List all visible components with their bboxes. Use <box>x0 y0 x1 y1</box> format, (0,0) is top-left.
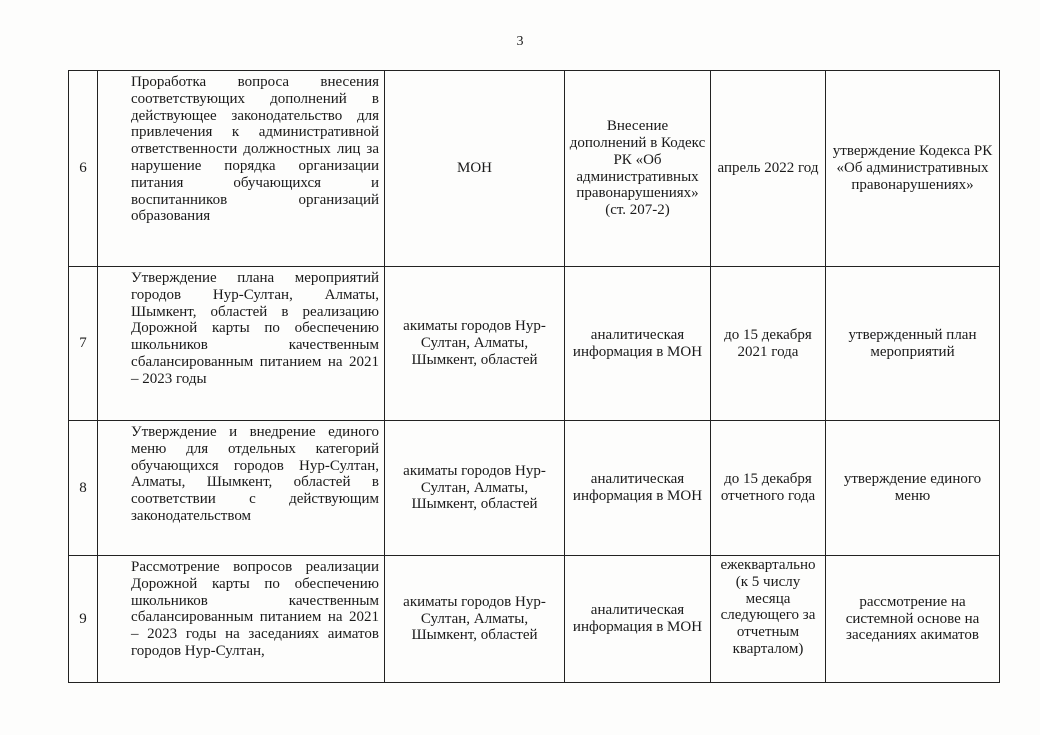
page-number: 3 <box>516 34 524 49</box>
responsible-executor: акиматы городов Нур-Султан, Алматы, Шымкент, областей <box>385 421 565 556</box>
task-description: Утверждение и внедрение единого меню для отдельных категорий обучающихся городов Нур-Султан, Алматы, Шымкент, областей в соответствии с действующим законодательством <box>98 421 385 556</box>
row-number: 7 <box>69 267 98 421</box>
expected-result: утверждение единого меню <box>826 421 1000 556</box>
deadline: апрель 2022 год <box>711 71 826 267</box>
completion-form: аналитическая информация в МОН <box>565 421 711 556</box>
responsible-executor: акиматы городов Нур-Султан, Алматы, Шымкент, областей <box>385 267 565 421</box>
task-description: Утверждение плана мероприятий городов Нур-Султан, Алматы, Шымкент, областей в реализацию Дорожной карты по обеспечению школьников качественным сбалансированным питанием на 2021 – 2023 годы <box>98 267 385 421</box>
deadline: до 15 декабря отчетного года <box>711 421 826 556</box>
deadline: ежеквартально (к 5 числу месяца следующего за отчетным кварталом) <box>711 556 826 683</box>
completion-form: аналитическая информация в МОН <box>565 556 711 683</box>
task-description: Рассмотрение вопросов реализации Дорожной карты по обеспечению школьников качественным сбалансированным питанием на 2021 – 2023 годы на заседаниях аиматов городов Нур-Султан, <box>98 556 385 683</box>
completion-form: Внесение дополнений в Кодекс РК «Об административных правонарушениях» (ст. 207-2) <box>565 71 711 267</box>
responsible-executor: акиматы городов Нур-Султан, Алматы, Шымкент, областей <box>385 556 565 683</box>
table-row <box>69 71 1000 267</box>
expected-result: рассмотрение на системной основе на заседаниях акиматов <box>826 556 1000 683</box>
expected-result: утвержденный план мероприятий <box>826 267 1000 421</box>
row-number: 9 <box>69 556 98 683</box>
table-row <box>69 267 1000 421</box>
completion-form: аналитическая информация в МОН <box>565 267 711 421</box>
responsible-executor: МОН <box>385 71 565 267</box>
table-row <box>69 421 1000 556</box>
deadline: до 15 декабря 2021 года <box>711 267 826 421</box>
row-number: 6 <box>69 71 98 267</box>
table-row <box>69 556 1000 683</box>
action-plan-table <box>68 70 1000 683</box>
task-description: Проработка вопроса внесения соответствующих дополнений в действующее законодательство для привлечения к административной ответственности должностных лиц за нарушение порядка организации питания обучающихся и воспитанников организаций образования <box>98 71 385 267</box>
expected-result: утверждение Кодекса РК «Об административных правонарушениях» <box>826 71 1000 267</box>
row-number: 8 <box>69 421 98 556</box>
